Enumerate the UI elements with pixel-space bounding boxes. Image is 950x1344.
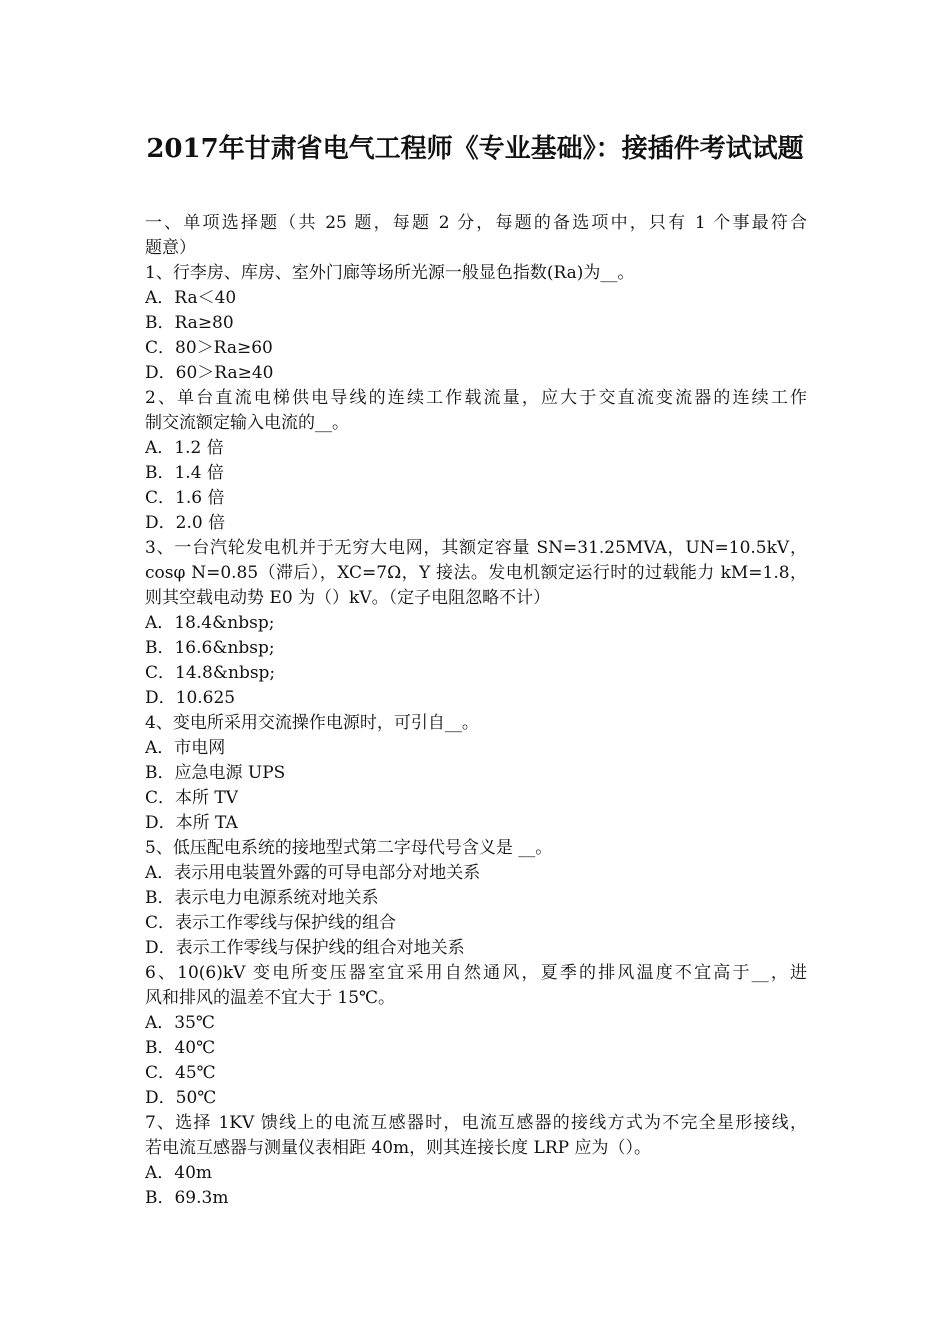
answer-option: B．40℃: [145, 1038, 216, 1058]
question-stem: 2、单台直流电梯供电导线的连续工作载流量，应大于交直流变流器的连续工作: [145, 388, 807, 408]
answer-option: A．市电网: [145, 738, 226, 758]
answer-option: A．Ra＜40: [145, 288, 237, 308]
answer-option: B．69.3m: [145, 1188, 229, 1208]
document-title: 2017年甘肃省电气工程师《专业基础》：接插件考试试题: [146, 134, 804, 164]
question-stem: 7、选择 1KV 馈线上的电流互感器时，电流互感器的接线方式为不完全星形接线，: [145, 1113, 807, 1133]
answer-option: D．10.625: [145, 688, 236, 708]
answer-option: B．1.4 倍: [145, 463, 224, 483]
question-stem: 6、10(6)kV 变电所变压器室宜采用自然通风，夏季的排风温度不宜高于__，进: [145, 963, 807, 983]
question-stem: 4、变电所采用交流操作电源时，可引自__。: [145, 713, 479, 733]
answer-option: A．18.4&nbsp;: [145, 613, 275, 633]
answer-option: A．1.2 倍: [145, 438, 224, 458]
question-stem: 若电流互感器与测量仪表相距 40m，则其连接长度 LRP 应为（）。: [145, 1138, 651, 1158]
question-stem: 风和排风的温差不宜大于 15℃。: [145, 988, 396, 1008]
question-stem: 则其空载电动势 E0 为（）kV。（定子电阻忽略不计）: [145, 588, 551, 608]
answer-option: C．1.6 倍: [145, 488, 225, 508]
question-stem: 制交流额定输入电流的__。: [145, 413, 349, 433]
answer-option: D．2.0 倍: [145, 513, 226, 533]
answer-option: A．表示用电装置外露的可导电部分对地关系: [145, 863, 481, 883]
answer-option: B．16.6&nbsp;: [145, 638, 275, 658]
question-stem: 5、低压配电系统的接地型式第二字母代号含义是 __。: [145, 838, 553, 858]
answer-option: B．应急电源 UPS: [145, 763, 286, 783]
answer-option: D．本所 TA: [145, 813, 238, 833]
question-stem: 1、行李房、库房、室外门廊等场所光源一般显色指数(Ra)为__。: [145, 263, 635, 283]
answer-option: C．本所 TV: [145, 788, 239, 808]
answer-option: D．表示工作零线与保护线的组合对地关系: [145, 938, 465, 958]
answer-option: D．50℃: [145, 1088, 217, 1108]
answer-option: C．45℃: [145, 1063, 216, 1083]
section-heading-line: 一、单项选择题（共 25 题，每题 2 分，每题的备选项中，只有 1 个事最符合: [145, 213, 807, 233]
question-stem: cosφ N=0.85（滞后），XC=7Ω，Y 接法。发电机额定运行时的过载能力 kM=1.8，: [145, 563, 807, 583]
answer-option: C．表示工作零线与保护线的组合: [145, 913, 397, 933]
question-stem: 3、一台汽轮发电机并于无穷大电网，其额定容量 SN=31.25MVA，UN=10.5kV，: [145, 538, 807, 558]
answer-option: C．80＞Ra≥60: [145, 338, 273, 358]
answer-option: D．60＞Ra≥40: [145, 363, 274, 383]
answer-option: B．表示电力电源系统对地关系: [145, 888, 379, 908]
answer-option: A．40m: [145, 1163, 213, 1183]
section-heading-line: 题意）: [145, 238, 196, 258]
answer-option: B．Ra≥80: [145, 313, 234, 333]
answer-option: C．14.8&nbsp;: [145, 663, 276, 683]
question-list: [145, 211, 807, 1211]
answer-option: A．35℃: [145, 1013, 215, 1033]
